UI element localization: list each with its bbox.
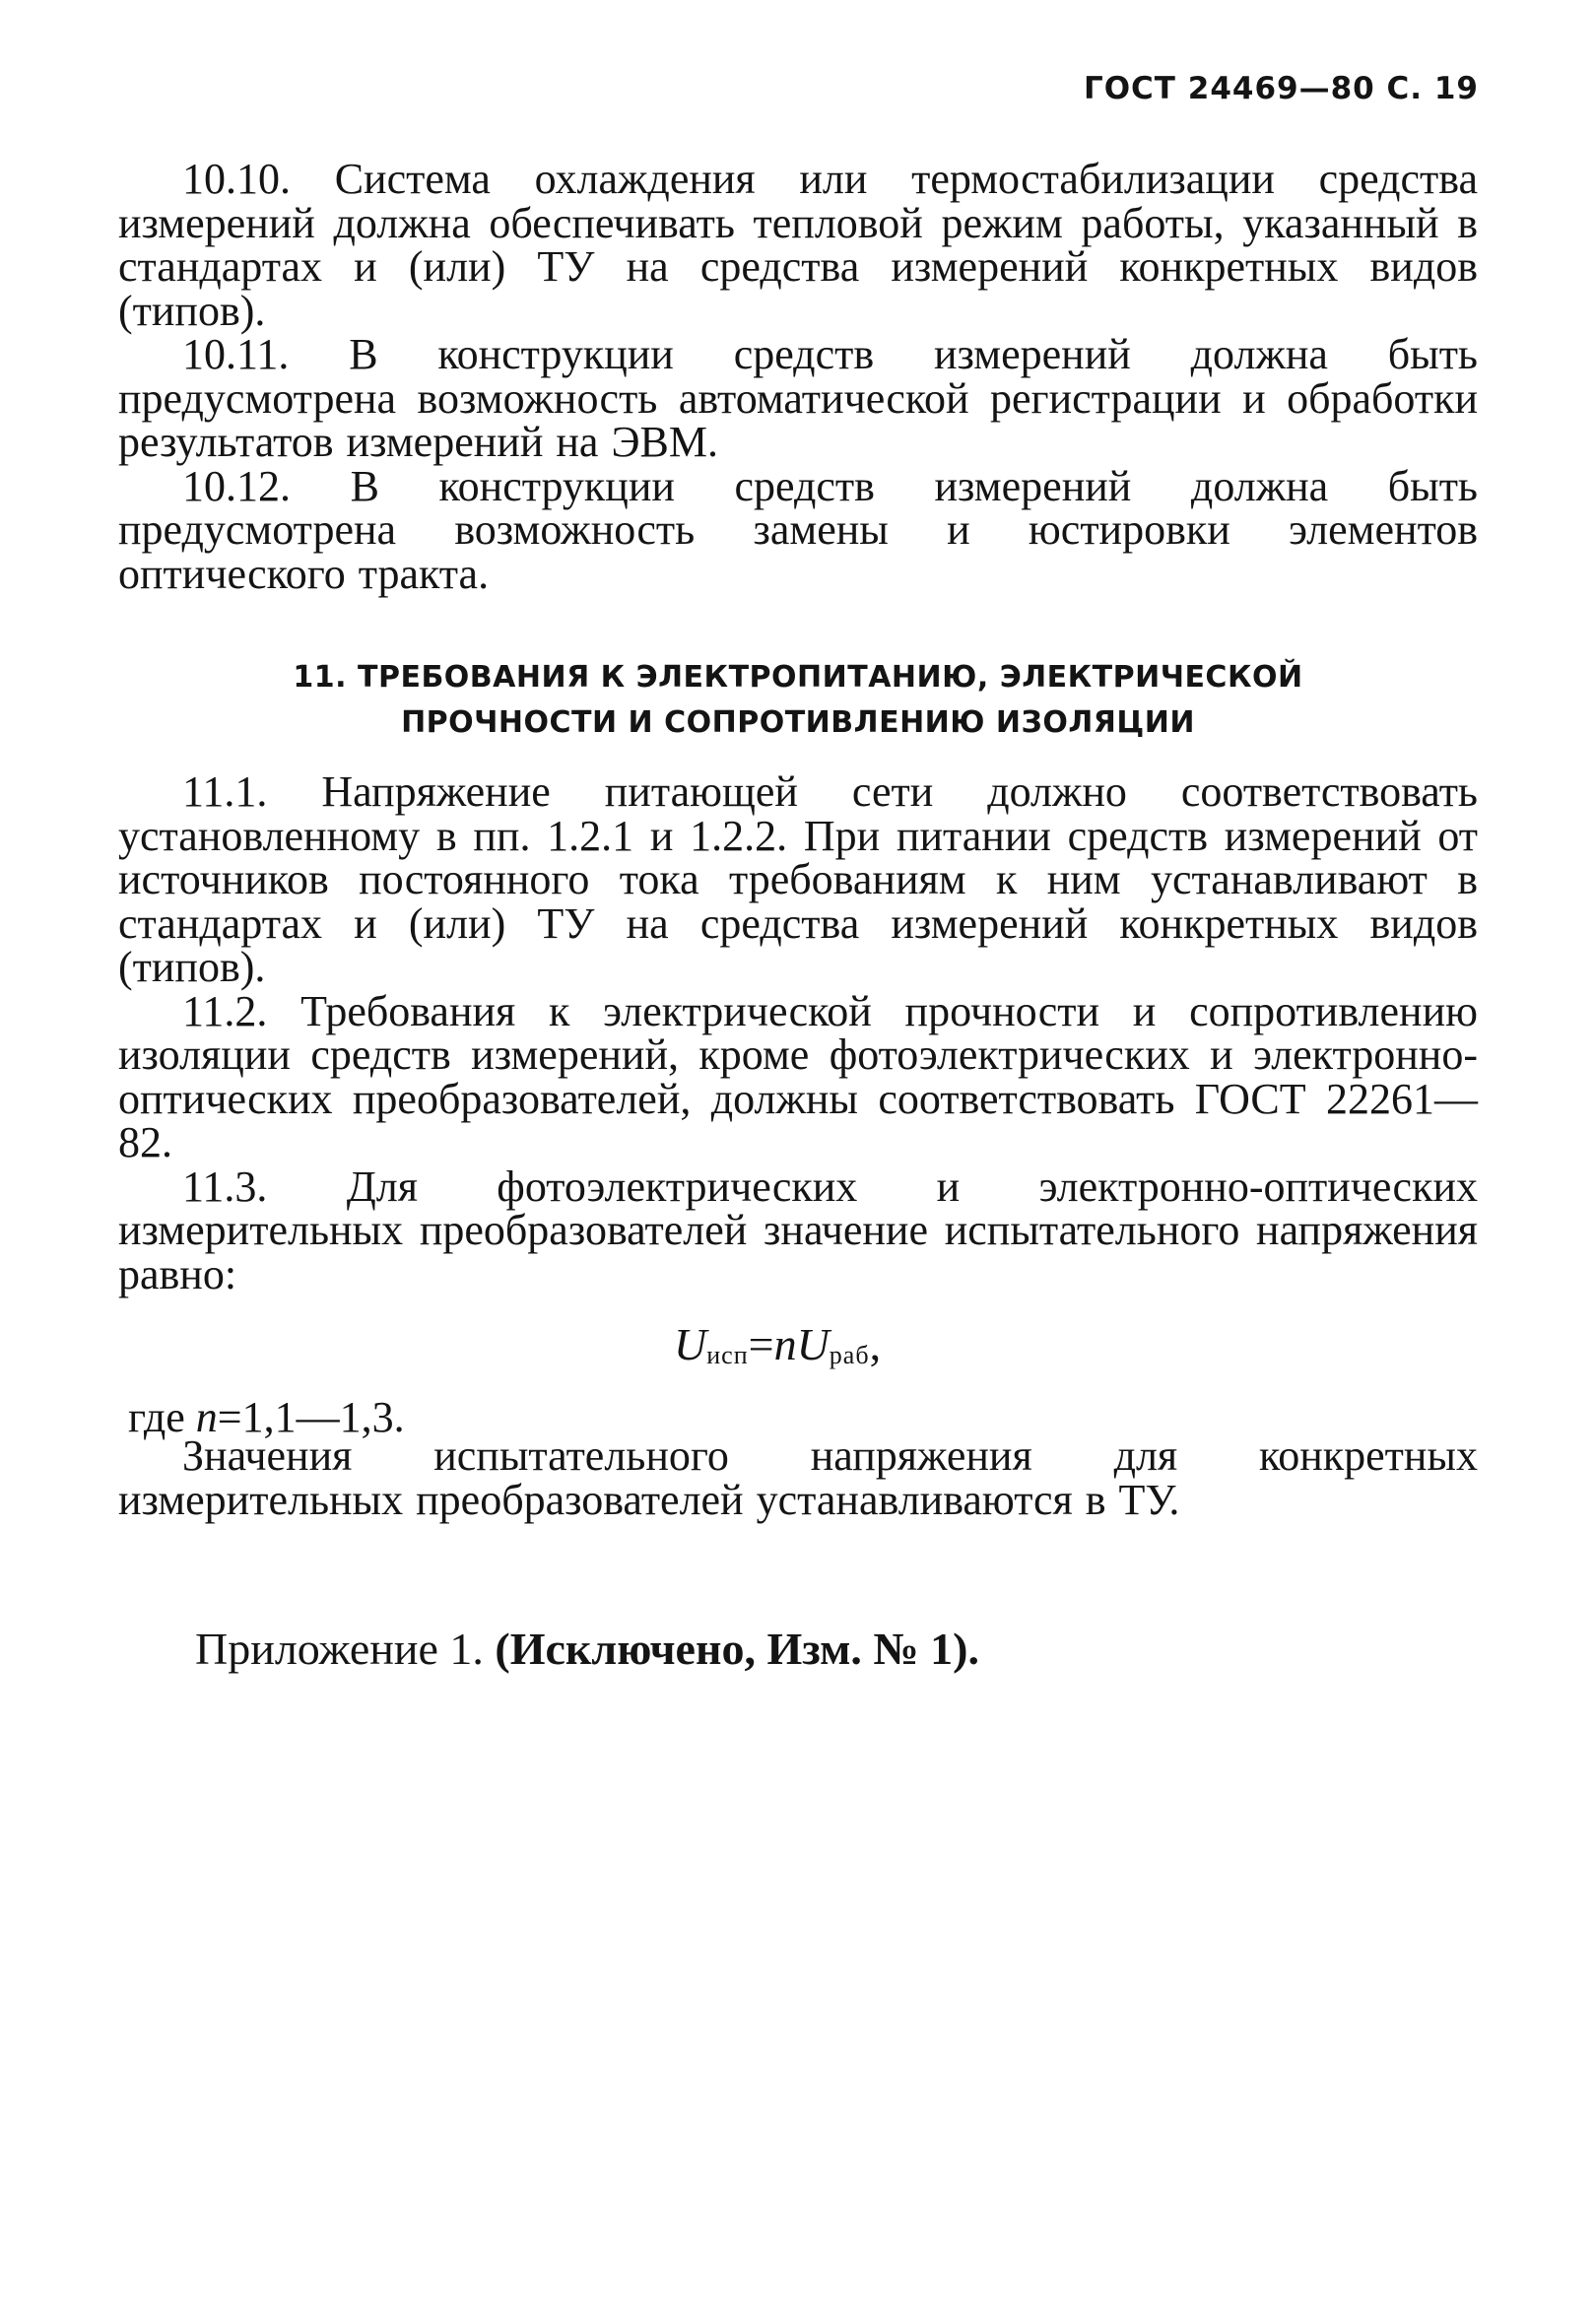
- where-prefix: где: [128, 1393, 196, 1441]
- appendix-label: Приложение 1.: [195, 1624, 484, 1674]
- paragraph-10-10: 10.10. Система охлаждения или термостабилизации средства измерений должна обеспечивать тепловой режим работы, указанный в стандартах и (или) ТУ на средства измерений конкретных видов (типов).: [118, 155, 1478, 335]
- section-11-closing: [118, 1431, 1478, 1524]
- closing-paragraph: Значения испытательного напряжения для конкретных измерительных преобразователей устанавливаются в ТУ.: [118, 1431, 1478, 1524]
- section-11-heading-line1: 11. ТРЕБОВАНИЯ К ЭЛЕКТРОПИТАНИЮ, ЭЛЕКТРИЧЕСКОЙ: [293, 660, 1303, 695]
- section-11-heading: [118, 655, 1478, 746]
- where-symbol: n: [195, 1393, 218, 1441]
- appendix-note: [195, 1623, 979, 1675]
- section-10-tail: [118, 155, 1478, 598]
- paragraph-10-11: 10.11. В конструкции средств измерений должна быть предусмотрена возможность автоматической регистрации и обработки результатов измерений на ЭВМ.: [118, 330, 1478, 466]
- formula-lhs-symbol: U: [674, 1319, 707, 1369]
- paragraph-10-12: 10.12. В конструкции средств измерений должна быть предусмотрена возможность замены и юстировки элементов оптического тракта.: [118, 461, 1478, 598]
- formula-rhs-symbol: U: [796, 1319, 830, 1369]
- formula-lhs-subscript: исп: [706, 1341, 749, 1369]
- paragraph-11-1: 11.1. Напряжение питающей сети должно соответствовать установленному в пп. 1.2.1 и 1.2.2. При питании средств измерений от источников постоянного тока требованиям к ним устанавливают в стандартах и (или) ТУ на средства измерений конкретных видов (типов).: [118, 767, 1478, 991]
- paragraph-11-3: 11.3. Для фотоэлектрических и электронно-оптических измерительных преобразователей значение испытательного напряжения равно:: [118, 1162, 1478, 1298]
- where-value: =1,1—1,3.: [217, 1393, 405, 1441]
- section-11-heading-line2: ПРОЧНОСТИ И СОПРОТИВЛЕНИЮ ИЗОЛЯЦИИ: [401, 705, 1195, 740]
- formula-rhs-subscript: раб: [829, 1341, 870, 1369]
- formula-rhs-coefficient: n: [773, 1319, 797, 1369]
- running-head: ГОСТ 24469—80 С. 19: [1083, 71, 1479, 106]
- paragraph-11-2: 11.2. Требования к электрической прочности и сопротивлению изоляции средств измерений, кроме фотоэлектрических и электронно-оптических преобразователей, должны соответствовать ГОСТ 22261—82.: [118, 986, 1478, 1166]
- test-voltage-formula: [674, 1318, 881, 1370]
- appendix-status: (Исключено, Изм. № 1).: [495, 1624, 979, 1674]
- formula-trailing-comma: ,: [869, 1319, 882, 1369]
- formula-equals: =: [748, 1319, 774, 1369]
- section-11-body: [118, 767, 1478, 1298]
